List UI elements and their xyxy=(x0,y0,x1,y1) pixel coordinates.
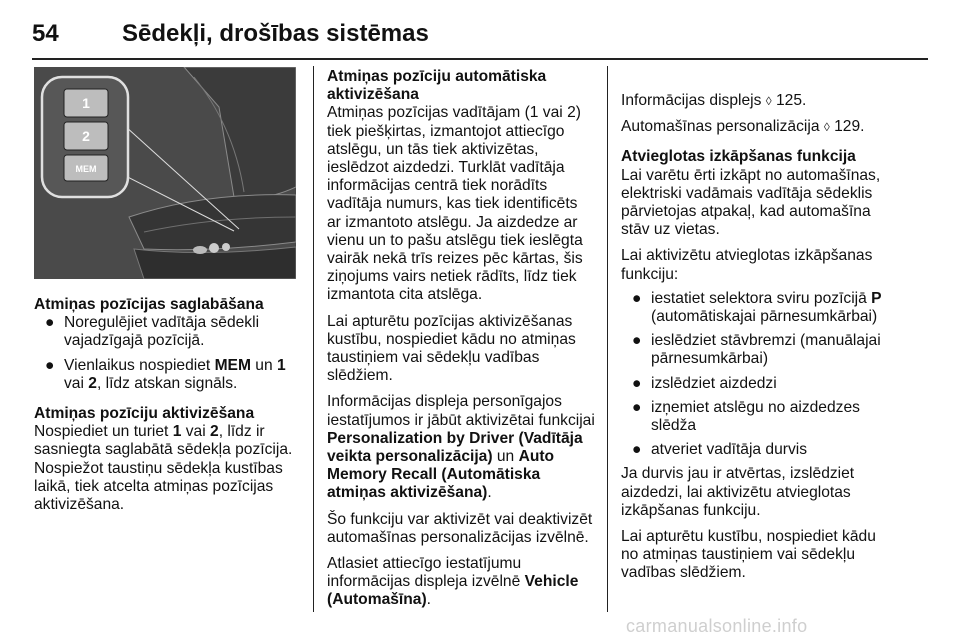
activate-heading: Atmiņas pozīciju aktivizēšana xyxy=(34,405,255,423)
activate-paragraph: Nospiediet un turiet 1 vai 2, līdz ir sasniegta saglabātā sēdekļa pozīcija. Nospiežot taustiņu sēdekļa kustības laikā, tiek atcelta atmiņas pozīcijas aktivizēšana. xyxy=(34,423,293,514)
column-divider-2 xyxy=(607,66,608,612)
page-number: 54 xyxy=(32,20,59,47)
list-item xyxy=(34,357,296,393)
bullet-dot: ● xyxy=(632,289,642,307)
list-item xyxy=(34,314,296,350)
bullet-dot: ● xyxy=(45,314,55,332)
page-ref-icon: ◊ xyxy=(765,94,772,108)
seat-illustration-svg xyxy=(34,67,296,279)
auto-recall-paragraph-3: Informācijas displeja personīgajos iestatījumos ir jābūt aktivizētai funkcijai Personalization by Driver (Vadītāja veikta personalizācija) un Auto Memory Recall (Automātiska atmiņas aktivizēšana). xyxy=(327,393,595,502)
easy-exit-step-5: atveriet vadītāja durvis xyxy=(651,441,808,459)
easy-exit-steps xyxy=(621,290,893,460)
bullet-dot: ● xyxy=(632,332,642,350)
watermark-text: carmanualsonline.info xyxy=(626,616,808,636)
list-item xyxy=(621,441,893,459)
easy-exit-paragraph-3: Ja durvis jau ir atvērtas, izslēdziet aizdedzi, lai aktivizētu atvieglotas izkāpšanas funkciju. xyxy=(621,465,855,519)
cross-reference-info-display: Informācijas displejs ◊ 125. xyxy=(621,92,807,109)
cross-reference-personalization: Automašīnas personalizācija ◊ 129. xyxy=(621,118,865,136)
easy-exit-paragraph-4: Lai apturētu kustību, nospiediet kādu no atmiņas taustiņiem vai sēdekļu vadības slēdžiem. xyxy=(621,528,876,582)
memory-button-1-label: 1 xyxy=(82,95,90,111)
page-header xyxy=(32,18,928,54)
easy-exit-step-1: iestatiet selektora sviru pozīcijā P (automātiskajai pārnesumkārbai) xyxy=(651,289,882,326)
column-2 xyxy=(327,68,595,618)
memory-button-2-label: 2 xyxy=(82,128,90,144)
chapter-title: Sēdekļi, drošības sistēmas xyxy=(122,20,429,47)
list-item xyxy=(621,375,893,393)
auto-recall-paragraph-1: Atmiņas pozīcijas vadītājam (1 vai 2) tiek piešķirtas, izmantojot attiecīgo atslēgu, un tās tiek aktivizētas, ieslēdzot aizdedzi. Turklāt vadītāja informācijas centrā tiek norādīts vadītāja numurs, kas tiek identificēts ar izmantoto atslēgu. Ja aizdedze ar vienu un to pašu atslēgu tiek ieslēgta vairāk nekā trīs reizes pēc kārtas, šis ziņojums vairs netiek rādīts, līdz tiek izmantota cita atslēga. xyxy=(327,104,583,304)
list-item xyxy=(621,332,893,368)
bullet-dot: ● xyxy=(45,356,55,374)
bullet-dot: ● xyxy=(632,441,642,459)
bullet-dot: ● xyxy=(632,374,642,392)
easy-exit-heading: Atvieglotas izkāpšanas funkcija xyxy=(621,148,856,166)
save-step-2: Vienlaikus nospiediet MEM un 1 vai 2, līdz atskan signāls. xyxy=(64,356,286,392)
save-step-1: Noregulējiet vadītāja sēdekli vajadzīgajā pozīcijā. xyxy=(64,314,260,350)
page-ref-icon: ◊ xyxy=(823,120,830,135)
save-heading: Atmiņas pozīcijas saglabāšana xyxy=(34,296,264,313)
bullet-dot: ● xyxy=(632,398,642,416)
auto-recall-paragraph-4: Šo funkciju var aktivizēt vai deaktivizēt automašīnas personalizācijas izvēlnē. xyxy=(327,510,593,546)
list-item xyxy=(621,399,893,435)
column-1 xyxy=(34,296,296,522)
column-3 xyxy=(621,92,893,591)
easy-exit-step-2: ieslēdziet stāvbremzi (manuālajai pārnesumkārbai) xyxy=(651,332,881,368)
header-rule xyxy=(32,58,928,60)
save-steps xyxy=(34,314,296,393)
easy-exit-step-4: izņemiet atslēgu no aizdedzes slēdža xyxy=(651,398,860,435)
auto-recall-heading: Atmiņas pozīciju automātiska aktivizēšana xyxy=(327,68,547,104)
auto-recall-paragraph-5: Atlasiet attiecīgo iestatījumu informācijas displeja izvēlnē Vehicle (Automašīna). xyxy=(327,555,579,609)
column-divider-1 xyxy=(313,66,314,612)
mem-button-label: MEM xyxy=(75,164,97,174)
auto-recall-paragraph-2: Lai apturētu pozīcijas aktivizēšanas kustību, nospiediet kādu no atmiņas taustiņiem vai sēdekļu vadības slēdžiem. xyxy=(327,312,576,385)
list-item xyxy=(621,290,893,326)
easy-exit-paragraph-1: Lai varētu ērti izkāpt no automašīnas, elektriski vadāmais vadītāja sēdeklis pārvietojas atpakaļ, kad automašīna stāv uz vietas. xyxy=(621,166,881,239)
seat-memory-illustration xyxy=(34,67,296,279)
easy-exit-step-3: izslēdziet aizdedzi xyxy=(651,374,777,392)
easy-exit-paragraph-2: Lai aktivizētu atvieglotas izkāpšanas funkciju: xyxy=(621,247,873,283)
